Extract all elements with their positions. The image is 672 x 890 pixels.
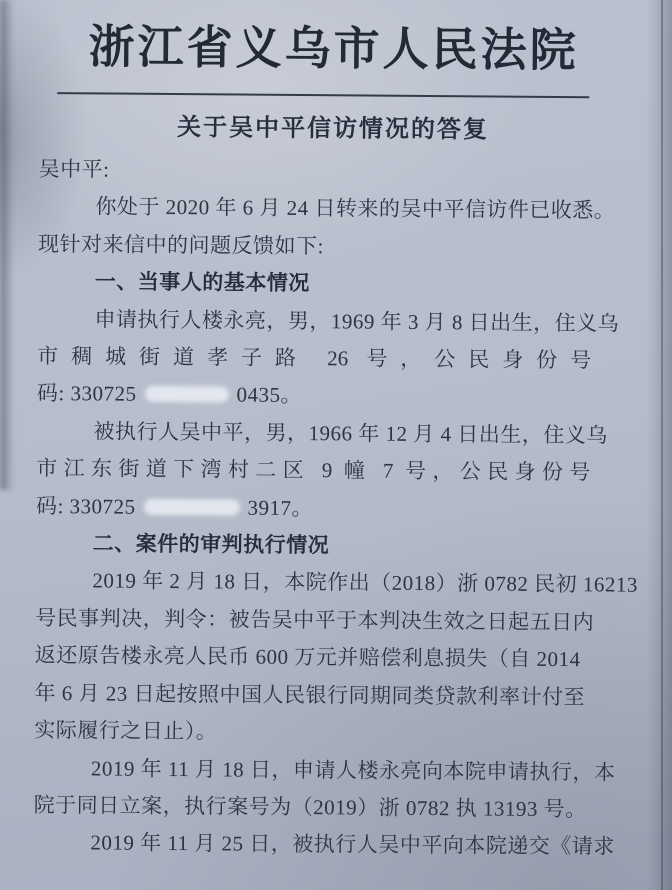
body-line-respondent-submission: 2019 年 11 月 25 日，被执行人吴中平向本院递交《请求: [90, 830, 615, 859]
body-line-judgment-order: 号民事判决，判令：被告吴中平于本判决生效之日起五日内: [35, 605, 595, 635]
body-line-feedback-intro: 现针对来信中的问题反馈如下:: [37, 231, 325, 259]
document-body: [33, 151, 639, 866]
body-line-applicant-id: [37, 375, 591, 417]
court-name-heading: 浙江省义乌市人民法院: [88, 21, 579, 77]
body-line-receipt: 你处于 2020 年 6 月 24 日转来的吴中平信访件已收悉。: [95, 194, 616, 223]
body-line-judgment-date: 2019 年 2 月 18 日，本院作出（2018）浙 0782 民初 16213: [92, 568, 639, 598]
document-title: 关于吴中平信访情况的答复: [176, 115, 490, 144]
id-number-prefix: 码: 330725: [36, 381, 137, 407]
body-line-until-performed: 实际履行之日止）。: [34, 718, 218, 744]
body-line-respondent-id: [36, 488, 590, 530]
paper-right-edge: [646, 0, 672, 890]
section-heading-1: 一、当事人的基本情况: [94, 269, 310, 296]
body-line-repayment: 返还原告楼永亮人民币 600 万元并赔偿利息损失（自 2014: [34, 643, 581, 672]
body-line-execution-application: 2019 年 11 月 18 日，申请人楼永亮向本院申请执行，本: [90, 755, 616, 784]
section-heading-2: 二、案件的审判执行情况: [92, 531, 330, 558]
body-line-execution-case-number: 院于同日立案，执行案号为（2019）浙 0782 执 13193 号。: [33, 792, 587, 822]
paper-left-edge-shadow: [0, 0, 14, 490]
header-divider-line: [57, 92, 589, 98]
id-number-suffix: 0435。: [236, 382, 303, 408]
body-line-interest-rate: 年 6 月 23 日起按照中国人民银行同期同类贷款利率计付至: [34, 680, 586, 709]
redaction-blur: [144, 386, 228, 403]
body-line-respondent-address: 市江东街道下湾村二区 9 幢 7 号，公民身份号: [36, 456, 591, 485]
redaction-blur: [144, 498, 240, 515]
body-line-applicant-address: 市稠城街道孝子路 26 号，公民身份号: [37, 343, 592, 373]
id-number-prefix: 码: 330725: [35, 493, 136, 519]
salutation: 吴中平:: [38, 156, 110, 182]
body-line-applicant: 申请执行人楼永亮，男，1969 年 3 月 8 日出生，住义乌: [94, 307, 620, 336]
id-number-suffix: 3917。: [247, 495, 314, 520]
body-line-respondent: 被执行人吴中平，男，1966 年 12 月 4 日出生，住义乌: [93, 419, 608, 448]
